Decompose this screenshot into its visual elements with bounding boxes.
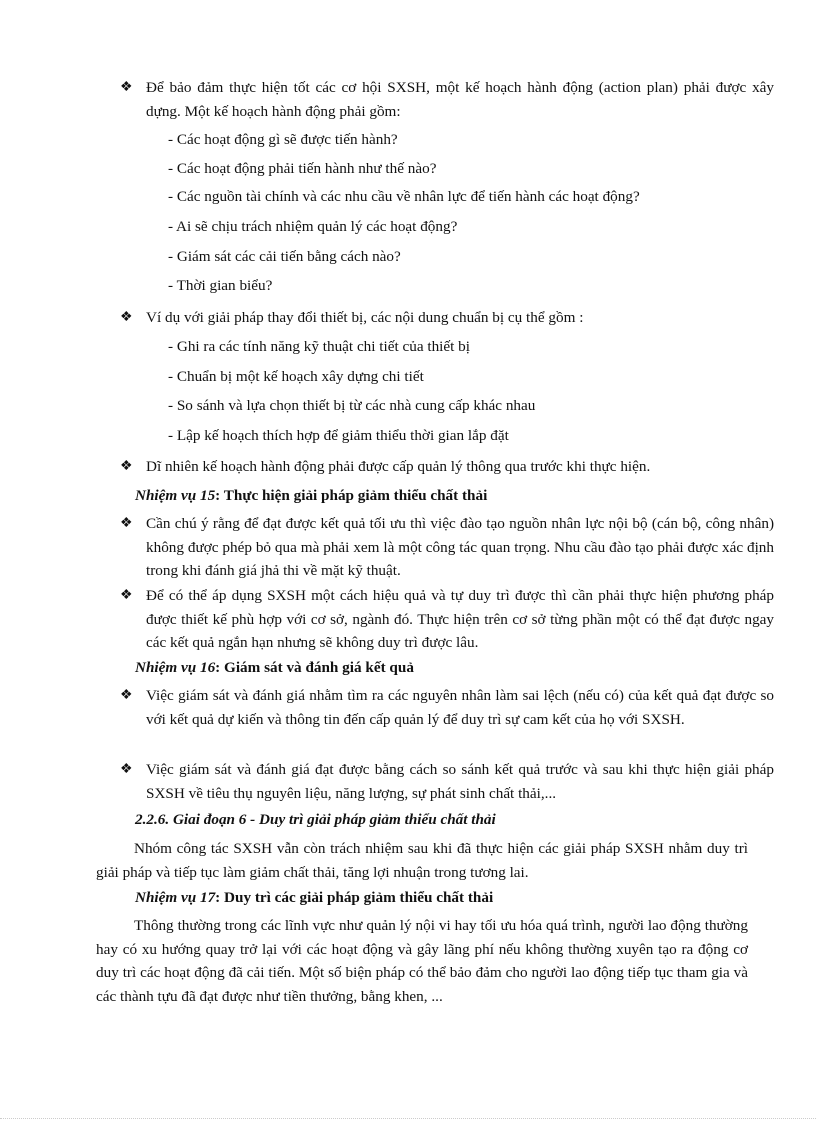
page-bottom-divider [0, 1118, 816, 1119]
list-item: - Các hoạt động phải tiến hành như thế nào? [168, 160, 437, 177]
task-16-heading [135, 657, 414, 679]
list-item: - Thời gian biểu? [168, 277, 273, 294]
bullet-text: Để bảo đảm thực hiện tốt các cơ hội SXSH, một kế hoạch hành động (action plan) phải được xây dựng. Một kế hoạch hành động phải gồm: [146, 79, 774, 120]
diamond-bullet-icon: ❖ [120, 459, 133, 474]
bullet-monitoring [120, 684, 774, 731]
diamond-bullet-icon: ❖ [120, 588, 133, 603]
list-item: - Giám sát các cải tiến bằng cách nào? [168, 248, 401, 265]
list-item: - Các hoạt động gì sẽ được tiến hành? [168, 131, 398, 148]
list-item: - Ghi ra các tính năng kỹ thuật chi tiết của thiết bị [168, 338, 470, 355]
list-item: - Lập kế hoạch thích hợp để giảm thiểu thời gian lắp đặt [168, 427, 509, 444]
bullet-comparison [120, 758, 774, 805]
bullet-approval [120, 455, 774, 479]
diamond-bullet-icon: ❖ [120, 310, 133, 325]
diamond-bullet-icon: ❖ [120, 688, 133, 703]
bullet-text: Việc giám sát và đánh giá đạt được bằng cách so sánh kết quả trước và sau khi thực hiện giải pháp SXSH về tiêu thụ nguyên liệu, năng lượng, sự phát sinh chất thải,... [146, 761, 774, 802]
bullet-action-plan [120, 76, 774, 123]
bullet-text: Ví dụ với giải pháp thay đổi thiết bị, các nội dung chuẩn bị cụ thể gồm : [146, 309, 584, 326]
bullet-text: Cần chú ý rằng để đạt được kết quả tối ưu thì việc đào tạo nguồn nhân lực nội bộ (cán bộ, công nhân) không được phép bỏ qua mà phải xem là một công tác quan trọng. Nhu cầu đào tạo phải được xác định trong khi đánh giá jhả thi về mặt kỹ thuật. [146, 515, 774, 579]
paragraph: Nhóm công tác SXSH vẫn còn trách nhiệm sau khi đã thực hiện các giải pháp SXSH nhằm duy trì giải pháp và tiếp tục làm giảm chất thải, tăng lợi nhuận trong tương lai. [96, 840, 748, 881]
list-item: - So sánh và lựa chọn thiết bị từ các nhà cung cấp khác nhau [168, 397, 536, 414]
bullet-method [120, 584, 774, 655]
diamond-bullet-icon: ❖ [120, 80, 133, 95]
list-item: - Các nguồn tài chính và các nhu cầu về nhân lực để tiến hành các hoạt động? [168, 188, 640, 205]
diamond-bullet-icon: ❖ [120, 516, 133, 531]
task-title: : Thực hiện giải pháp giảm thiểu chất thải [215, 487, 488, 504]
list-item: - Chuẩn bị một kế hoạch xây dựng chi tiết [168, 368, 424, 385]
task-label: Nhiệm vụ 17 [135, 889, 216, 906]
task-title: : Duy trì các giải pháp giảm thiểu chất thải [215, 889, 494, 906]
bullet-training [120, 512, 774, 583]
bullet-text: Để có thể áp dụng SXSH một cách hiệu quả và tự duy trì được thì cần phải thực hiện phương pháp được thiết kế phù hợp với cơ sở, ngành đó. Thực hiện trên cơ sở từng phần một có thể đạt được ngay các kết quả ngắn hạn nhưng sẽ không duy trì được lâu. [146, 587, 774, 651]
paragraph: Thông thường trong các lĩnh vực như quản lý nội vi hay tối ưu hóa quá trình, người lao động thường hay có xu hướng quay trở lại với các hoạt động và gây lãng phí nếu không thường xuyên tạo ra động cơ duy trì các hoạt động đã cải tiến. Một số biện pháp có thể bảo đảm cho người lao động tiếp tục tham gia và các thành tựu đã đạt được như tiền thưởng, bằng khen, ... [96, 917, 748, 1005]
bullet-equipment-example [120, 306, 774, 330]
bullet-text: Dĩ nhiên kế hoạch hành động phải được cấp quản lý thông qua trước khi thực hiện. [146, 458, 651, 475]
diamond-bullet-icon: ❖ [120, 762, 133, 777]
task-title: : Giám sát và đánh giá kết quả [215, 659, 414, 676]
list-item: - Ai sẽ chịu trách nhiệm quản lý các hoạt động? [168, 218, 458, 235]
bullet-text: Việc giám sát và đánh giá nhằm tìm ra các nguyên nhân làm sai lệch (nếu có) của kết quả đạt được so với kết quả dự kiến và thông tin đến cấp quản lý để duy trì sự cam kết của họ với SXSH. [146, 687, 774, 728]
task-17-heading [135, 887, 493, 909]
task-15-heading [135, 485, 487, 507]
section-heading: 2.2.6. Giai đoạn 6 - Duy trì giải pháp giảm thiểu chất thải [135, 811, 496, 828]
task-label: Nhiệm vụ 15 [135, 487, 216, 504]
task-label: Nhiệm vụ 16 [135, 659, 216, 676]
